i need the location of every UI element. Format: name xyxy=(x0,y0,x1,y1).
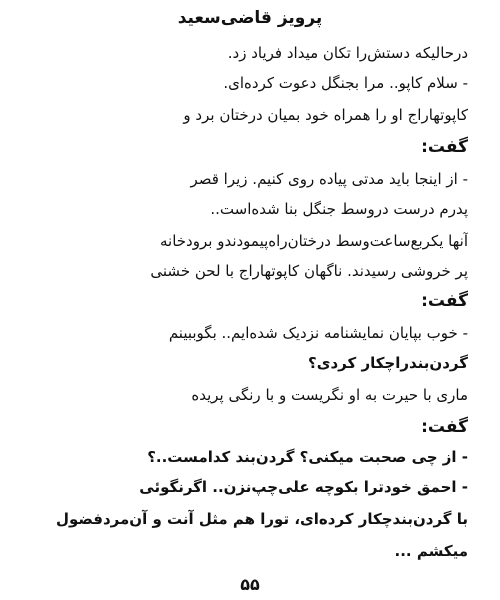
text-line: - از اینجا باید مدتی پیاده روی کنیم. زیرا قصر xyxy=(190,170,468,188)
text-line: گردن‌بندراچکار کردی؟ xyxy=(308,354,468,372)
text-line: - از چی صحبت میکنی؟ گردن‌بند کدامست..؟ xyxy=(147,448,468,466)
text-line: - احمق خودترا بکوچه علی‌چپ‌نزن.. اگرنگوئی xyxy=(139,478,468,496)
page-header: پرویز قاضی‌سعید xyxy=(177,8,323,28)
text-line: کاپوتهاراج او را همراه خود بمیان درختان برد و xyxy=(183,106,468,124)
text-line: با گردن‌بندچکار کرده‌ای، تورا هم مثل آنت و آن‌مردفضول xyxy=(55,510,468,528)
text-line: پدرم درست دروسط جنگل بنا شده‌است.. xyxy=(210,200,468,218)
text-line: - سلام کاپو.. مرا بجنگل دعوت کرده‌ای. xyxy=(223,74,468,92)
text-line: درحالیکه دستش‌را تکان میداد فریاد زد. xyxy=(227,44,468,62)
text-line: میکشم ... xyxy=(394,542,468,560)
text-line: پر خروشی رسیدند. ناگهان کاپوتهاراج با لحن خشنی xyxy=(150,262,468,280)
page-number: ۵۵ xyxy=(240,575,260,594)
text-line: گفت: xyxy=(421,137,468,157)
text-line: - خوب بپایان نمایشنامه نزدیک شده‌ایم.. بگوببینم xyxy=(168,324,468,342)
text-line: گفت: xyxy=(421,417,468,437)
text-line: گفت: xyxy=(421,291,468,311)
text-line: ماری با حیرت به او نگریست و با رنگی پریده xyxy=(191,386,468,404)
text-line: آنها یکربع‌ساعت‌وسط درختان‌راه‌پیمودندو برودخانه xyxy=(160,232,468,250)
